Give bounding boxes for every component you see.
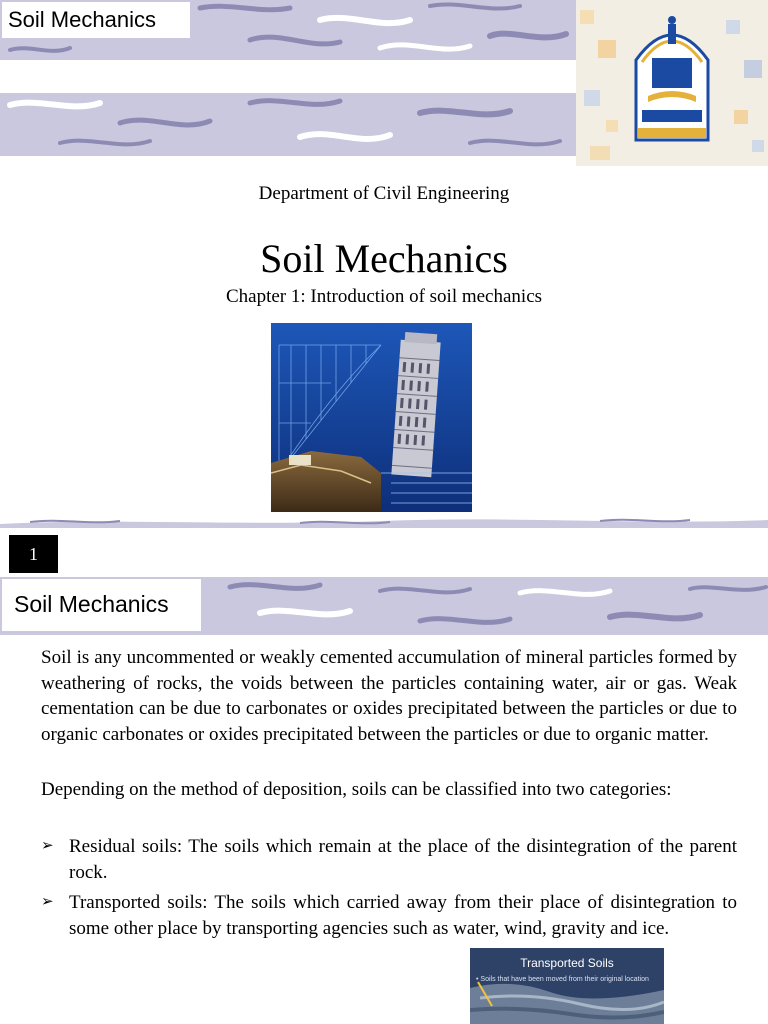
- university-logo: [576, 0, 768, 166]
- swirl-pattern: [0, 93, 576, 156]
- leaning-tower-illustration: [271, 323, 472, 512]
- chapter-title: Chapter 1: Introduction of soil mechanics: [225, 286, 543, 307]
- transported-soils-image: [470, 948, 664, 1024]
- arrow-bullet-icon: ➢: [41, 838, 54, 854]
- slide2-header-title: Soil Mechanics: [2, 579, 201, 631]
- slide1-header-title: Soil Mechanics: [2, 2, 190, 38]
- main-title: Soil Mechanics: [260, 236, 508, 281]
- image-title: Transported Soils: [520, 956, 614, 970]
- bullet-text: Transported soils: The soils which carried away from their place of disintegration to some other place by transporting agencies such as water, wind, gravity and ice.: [69, 892, 737, 939]
- slide-divider: [0, 516, 768, 528]
- soil-definition-paragraph: Soil is any uncommented or weakly cemented accumulation of mineral particles formed by weathering of rocks, the voids between the particles containing water, air or gas. Weak cementation can be due to carbonates or oxides precipitated between the particles or due to organic carbonates or oxides precipitated between the particles or due to organic matter.: [41, 647, 737, 745]
- header-band-bottom: [0, 93, 576, 156]
- arrow-bullet-icon: ➢: [41, 894, 54, 910]
- classification-intro-paragraph: Depending on the method of deposition, soils can be classified into two categories:: [41, 779, 672, 800]
- bullet-text: Residual soils: The soils which remain at the place of the disintegration of the parent rock.: [69, 836, 737, 883]
- department-name: Department of Civil Engineering: [258, 183, 510, 204]
- image-caption: • Soils that have been moved from their original location: [476, 976, 649, 983]
- page-number: 1: [9, 535, 58, 573]
